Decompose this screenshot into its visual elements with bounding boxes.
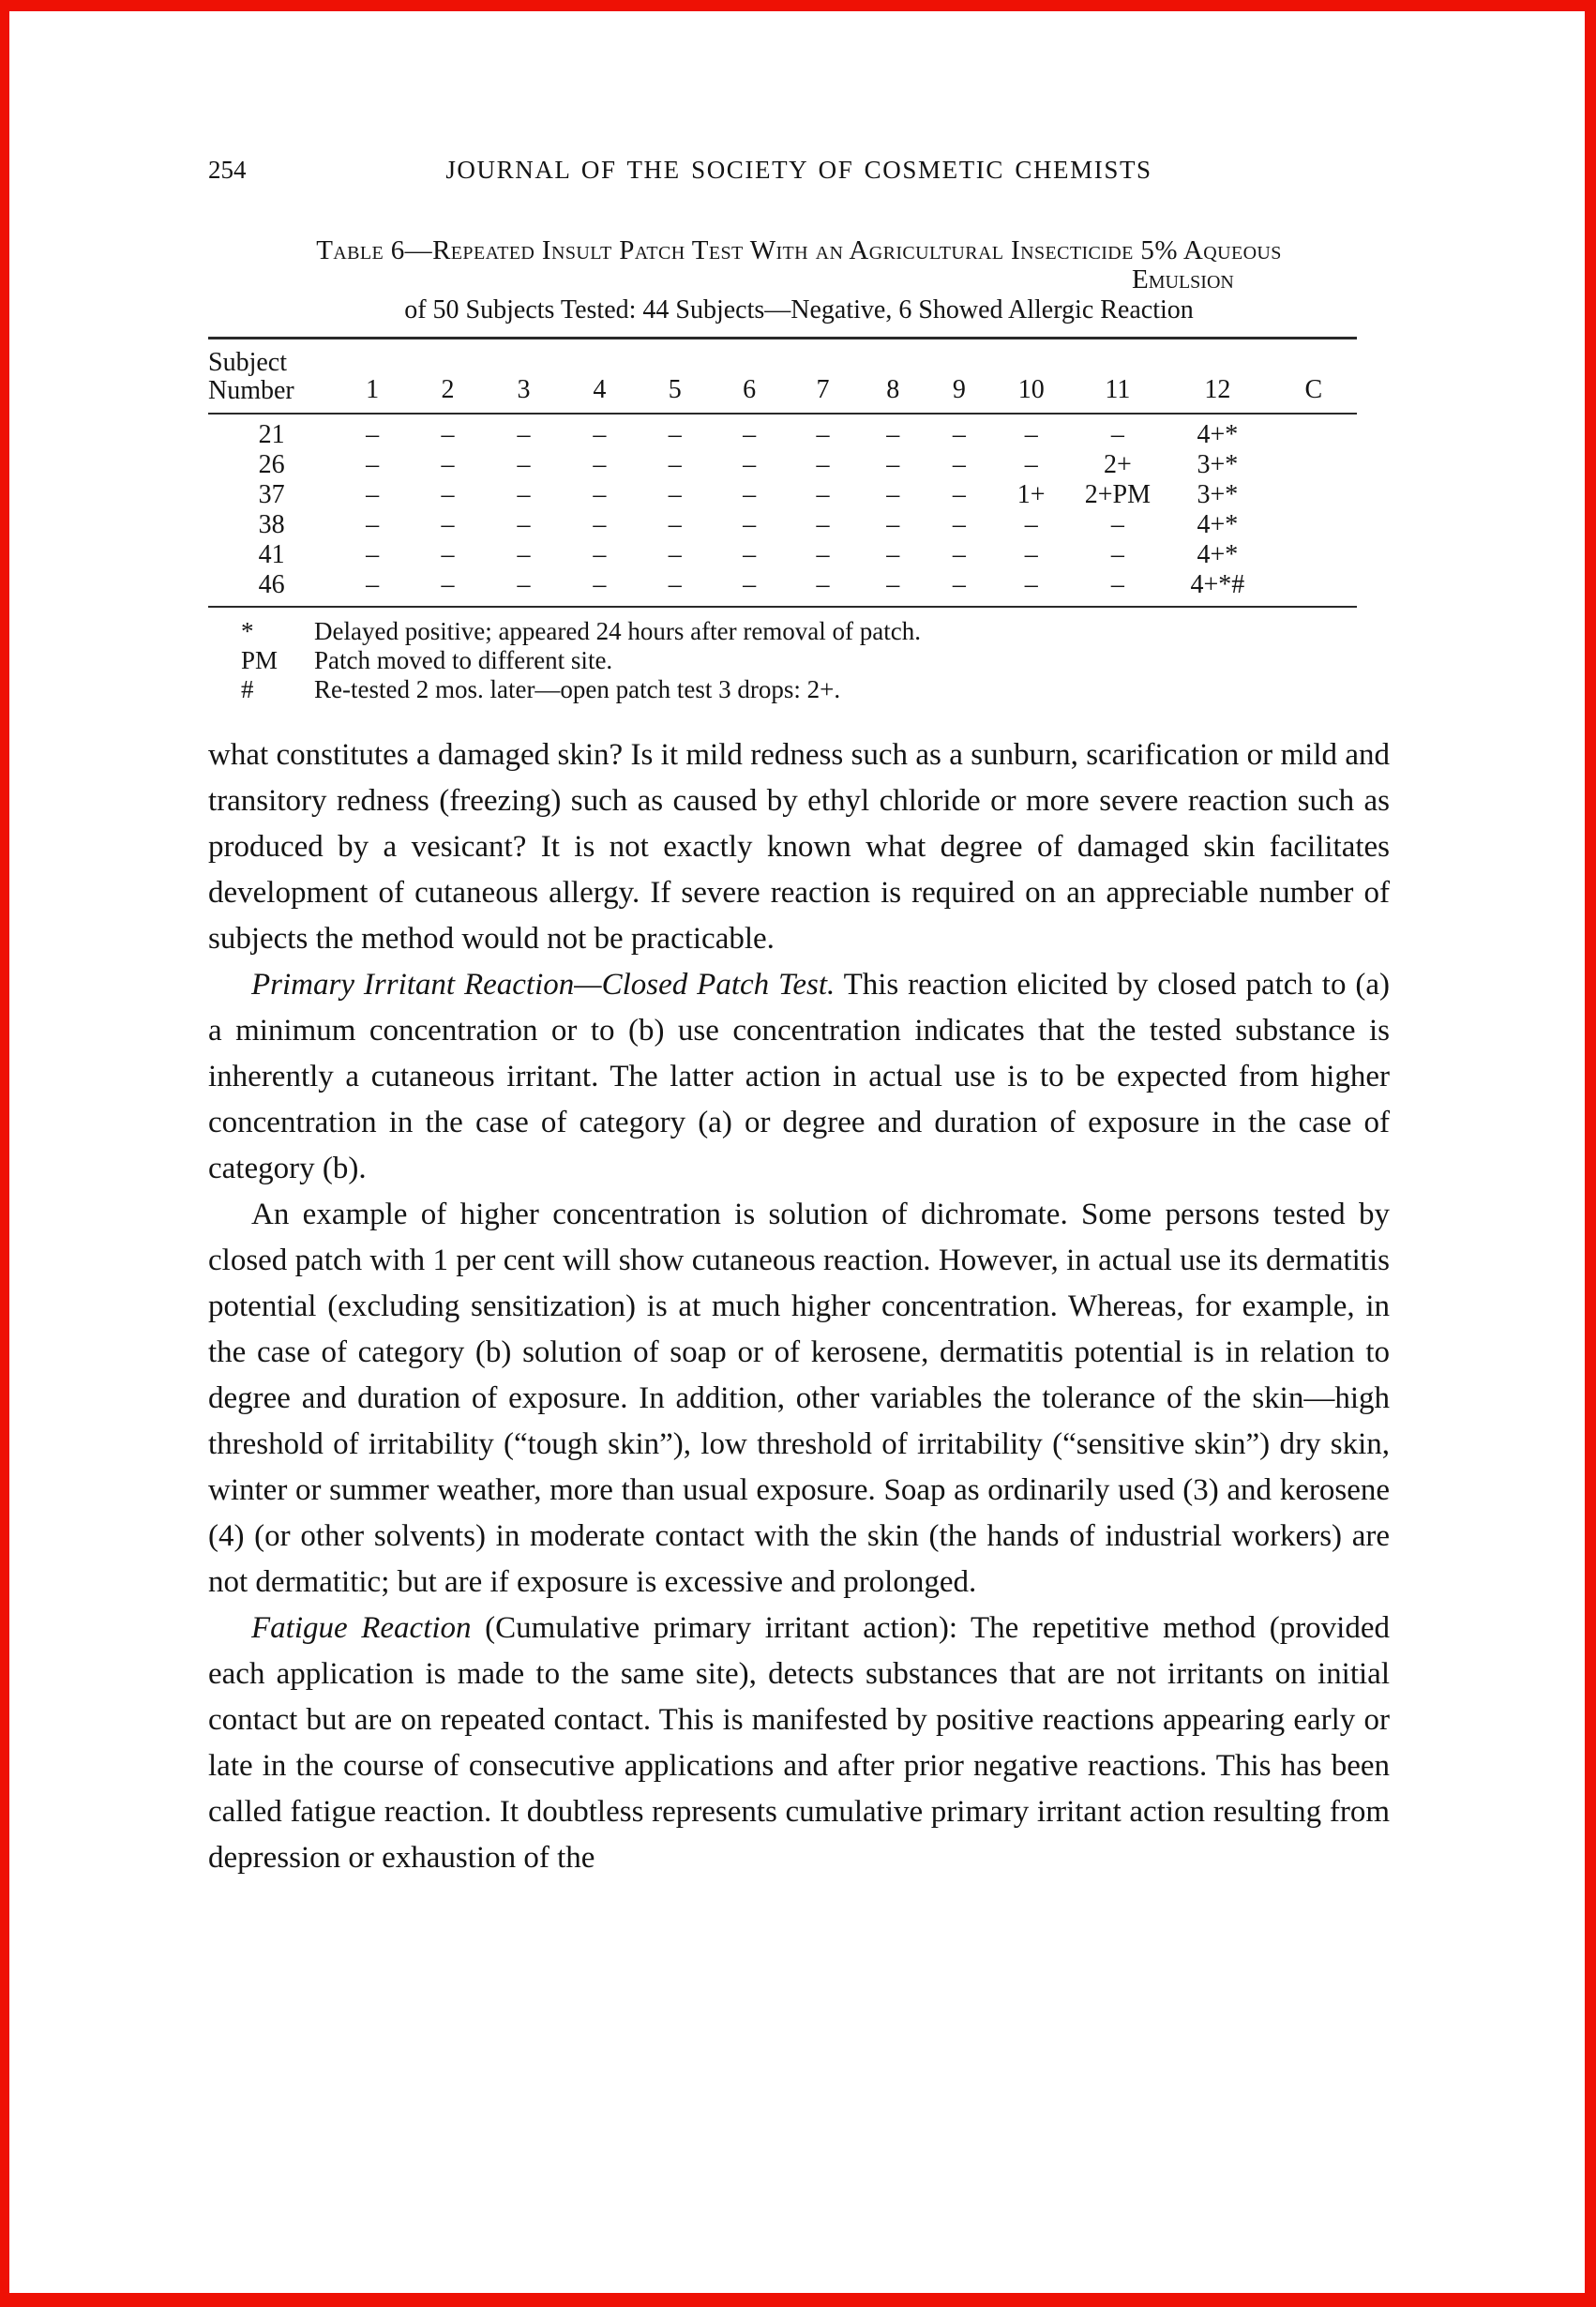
result-cell: – (816, 540, 830, 569)
result-cell: – (886, 480, 900, 509)
result-cell: – (816, 570, 830, 599)
footnote-symbol: * (241, 617, 254, 645)
paragraph-lead-italic: Primary Irritant Reaction—Closed Patch Test. (251, 968, 836, 1002)
result-cell: – (668, 480, 682, 509)
table-row (208, 450, 1357, 480)
result-cell: – (952, 480, 966, 509)
subject-header-line2: Number (208, 376, 294, 405)
result-cell: – (952, 510, 966, 539)
result-cell: 3+* (1197, 480, 1239, 509)
table-row (208, 510, 1357, 540)
result-cell: – (593, 570, 607, 599)
journal-title: JOURNAL OF THE SOCIETY OF COSMETIC CHEMISTS (445, 156, 1152, 184)
footnote-row (241, 617, 1390, 646)
result-cell: – (1110, 420, 1124, 449)
column-header: 12 (1204, 375, 1231, 404)
result-cell: – (441, 540, 455, 569)
result-cell: – (743, 420, 757, 449)
footnote-text: Patch moved to different site. (314, 646, 613, 674)
result-cell: – (668, 420, 682, 449)
result-cell: – (441, 570, 455, 599)
result-cell (1271, 480, 1357, 510)
result-cell: – (593, 540, 607, 569)
result-cell: 3+* (1197, 450, 1239, 479)
table-footnotes (241, 617, 1390, 704)
scan-border-right (1585, 0, 1596, 2307)
result-cell (1271, 570, 1357, 607)
footnote-text: Delayed positive; appeared 24 hours after removal of patch. (314, 617, 921, 645)
result-cell: – (1024, 420, 1038, 449)
result-cell: – (517, 540, 531, 569)
running-head (208, 156, 1390, 188)
results-table-head (208, 339, 1357, 415)
scan-border-left (0, 0, 9, 2307)
table-caption-line2: Emulsion (1132, 264, 1234, 294)
result-cell: – (816, 450, 830, 479)
subject-number-cell: 26 (258, 450, 285, 479)
result-cell: – (517, 420, 531, 449)
article-body (208, 732, 1390, 1881)
result-cell: – (517, 510, 531, 539)
result-cell: – (593, 480, 607, 509)
result-cell (1271, 510, 1357, 540)
column-header: 5 (668, 375, 682, 404)
body-paragraph: An example of higher concentration is solution of dichromate. Some persons tested by closed patch with 1 per cent will show cutaneous reaction. However, in actual use its dermatitis potential (excluding sensitization) is at much higher concentration. Whereas, for example, in the case of category (b) solution of soap or of kerosene, dermatitis potential is in relation to degree and duration of exposure. In addition, other variables the tolerance of the skin—high threshold of irritability (“tough skin”), low threshold of irritability (“sensitive skin”) dry skin, winter or summer weather, more than usual exposure. Soap as ordinarily used (3) and kerosene (4) (or other solvents) in moderate contact with the skin (the hands of industrial workers) are not dermatitic; but are if exposure is excessive and prolonged. (208, 1198, 1390, 1599)
result-cell: – (441, 420, 455, 449)
result-cell: – (886, 450, 900, 479)
subject-number-cell: 46 (258, 570, 285, 599)
result-cell (1271, 450, 1357, 480)
column-header: C (1304, 375, 1323, 404)
result-cell: 1+ (1016, 480, 1046, 509)
column-header: 2 (441, 375, 455, 404)
result-cell: – (816, 510, 830, 539)
result-cell: 4+*# (1190, 570, 1245, 599)
result-cell: – (517, 480, 531, 509)
result-cell: – (743, 510, 757, 539)
result-cell: – (517, 450, 531, 479)
body-paragraph: Primary Irritant Reaction—Closed Patch Test. This reaction elicited by closed patch to (a) a minimum concentration or to (b) use concentration indicates that the tested substance is inherently a cutaneous irritant. The latter action in actual use is to be expected from higher concentration in the case of category (a) or degree and duration of exposure in the case of category (b). (208, 968, 1390, 1185)
result-cell: – (743, 540, 757, 569)
column-header: 1 (366, 375, 380, 404)
footnote-row (241, 646, 1390, 675)
subject-number-cell: 41 (258, 540, 285, 569)
result-cell (1271, 540, 1357, 570)
result-cell: – (441, 480, 455, 509)
result-cell: – (593, 420, 607, 449)
result-cell: – (366, 450, 380, 479)
column-header: 10 (1017, 375, 1045, 404)
subject-number-cell: 37 (258, 480, 285, 509)
footnote-symbol: PM (241, 646, 279, 674)
result-cell: 4+* (1197, 540, 1239, 569)
body-paragraph: Fatigue Reaction (Cumulative primary irritant action): The repetitive method (provided each application is made to the same site), detects substances that are not irritants on initial contact but are on repeated contact. This is manifested by positive reactions appearing early or late in the course of consecutive applications and after prior negative reactions. This has been called fatigue reaction. It doubtless represents cumulative primary irritant action resulting from depression or exhaustion of the (208, 1611, 1391, 1875)
scan-border-top (0, 0, 1596, 11)
result-cell: – (1024, 570, 1038, 599)
footnote-symbol: # (241, 675, 254, 703)
result-cell: – (1024, 540, 1038, 569)
result-cell: – (668, 510, 682, 539)
results-table (208, 337, 1357, 608)
column-header: 8 (886, 375, 900, 404)
result-cell: – (1110, 510, 1124, 539)
subject-number-cell: 21 (258, 420, 285, 449)
result-cell: – (1110, 540, 1124, 569)
result-cell: – (886, 510, 900, 539)
page-number: 254 (208, 156, 247, 184)
column-header-row (208, 339, 1357, 415)
result-cell: – (886, 420, 900, 449)
result-cell: – (952, 570, 966, 599)
table-row (208, 480, 1357, 510)
result-cell: – (441, 510, 455, 539)
results-table-body (208, 414, 1357, 607)
footnote-row (241, 675, 1390, 704)
column-header: 3 (517, 375, 531, 404)
column-header: 9 (952, 375, 966, 404)
table-row (208, 540, 1357, 570)
result-cell (1271, 414, 1357, 450)
result-cell: – (366, 480, 380, 509)
result-cell: – (366, 570, 380, 599)
result-cell: – (1110, 570, 1124, 599)
result-cell: – (441, 450, 455, 479)
column-header: 11 (1105, 375, 1131, 404)
body-paragraph: what constitutes a damaged skin? Is it mild redness such as a sunburn, scarification or mild and transitory redness (freezing) such as caused by ethyl chloride or more severe reaction such as produced by a vesicant? It is not exactly known what degree of damaged skin facilitates development of cutaneous allergy. If severe reaction is required on an appreciable number of subjects the method would not be practicable. (208, 738, 1390, 956)
result-cell: – (886, 570, 900, 599)
result-cell: – (743, 450, 757, 479)
journal-page (208, 0, 1390, 1881)
result-cell: – (668, 570, 682, 599)
result-cell: – (593, 450, 607, 479)
result-cell: – (952, 450, 966, 479)
result-cell: – (1024, 510, 1038, 539)
result-cell: – (668, 450, 682, 479)
result-cell: – (1024, 450, 1038, 479)
result-cell: 2+PM (1084, 480, 1151, 509)
result-cell: – (886, 540, 900, 569)
result-cell: – (366, 540, 380, 569)
scan-border-bottom (0, 2293, 1596, 2307)
subject-header-line1: Subject (208, 348, 287, 377)
result-cell: – (743, 480, 757, 509)
result-cell: 4+* (1197, 510, 1239, 539)
column-header: 6 (743, 375, 757, 404)
table-caption-line1: Table 6—Repeated Insult Patch Test With an Agricultural Insecticide 5% Aqueous (316, 235, 1282, 265)
result-cell: – (816, 420, 830, 449)
result-cell: – (517, 570, 531, 599)
table-caption (208, 236, 1390, 325)
column-header: 7 (816, 375, 830, 404)
footnote-text: Re-tested 2 mos. later—open patch test 3 drops: 2+. (314, 675, 841, 703)
paragraph-lead-italic: Fatigue Reaction (251, 1611, 472, 1645)
result-cell: – (366, 510, 380, 539)
result-cell: – (816, 480, 830, 509)
table-row (208, 414, 1357, 450)
result-cell: – (743, 570, 757, 599)
result-cell: – (952, 540, 966, 569)
result-cell: – (668, 540, 682, 569)
subject-number-header (208, 339, 335, 415)
result-cell: 4+* (1197, 420, 1239, 449)
result-cell: – (952, 420, 966, 449)
result-cell: – (366, 420, 380, 449)
table-row (208, 570, 1357, 607)
subject-number-cell: 38 (258, 510, 285, 539)
result-cell: – (593, 510, 607, 539)
result-cell: 2+ (1103, 450, 1132, 479)
column-header: 4 (593, 375, 607, 404)
table-caption-subtitle: of 50 Subjects Tested: 44 Subjects—Negative, 6 Showed Allergic Reaction (404, 295, 1194, 324)
